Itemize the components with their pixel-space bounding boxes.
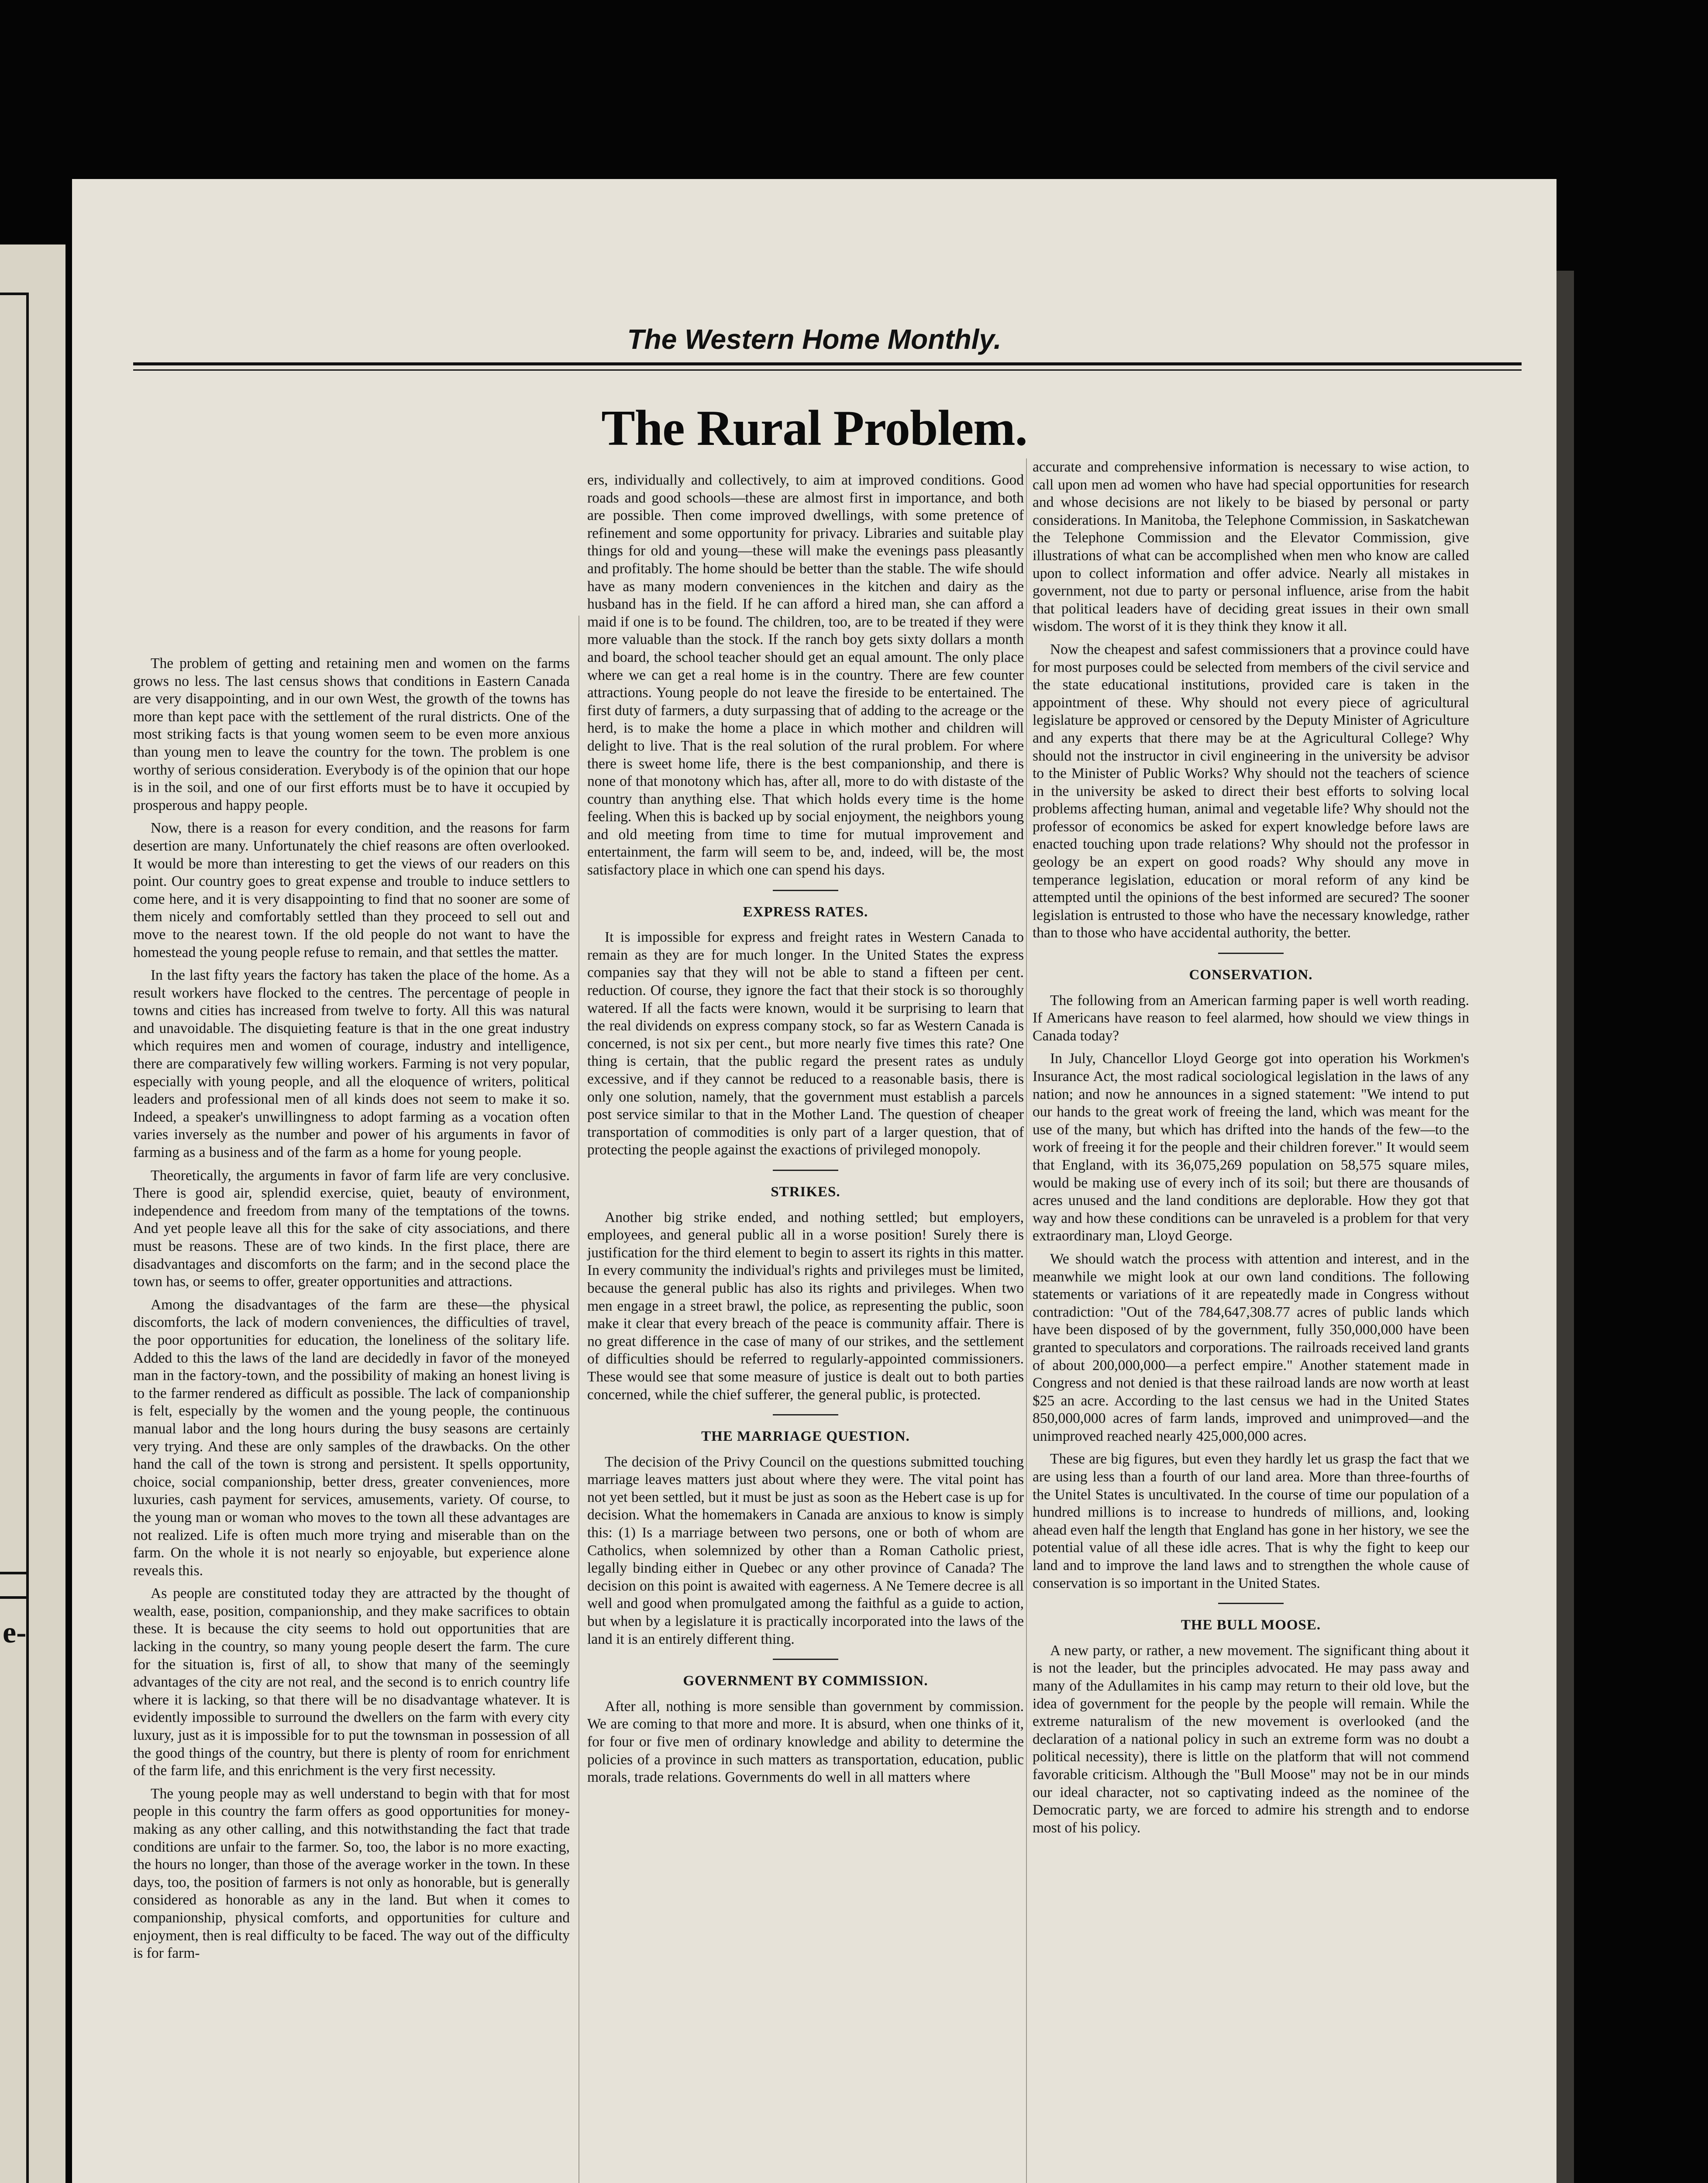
section-heading-strikes: STRIKES. <box>771 1184 840 1200</box>
page-shadow <box>1556 271 1574 2183</box>
column-2 <box>587 472 1024 1792</box>
section-heading-government-by-commission: GOVERNMENT BY COMMISSION. <box>683 1673 928 1689</box>
paragraph: These are big figures, but even they hardly let us grasp the fact that we are using less than a fourth of our land area. More than three-fourths of the Unitel States is uncultivated. In the course of time our population of a hundred millions is to increase to hundreds of millions, and, looking ahead even half the length that England has gone in her history, we see the potential value of all these idle acres. That is why the fight to keep our land and to improve the land laws and to strengthen the whole cause of conservation is so important in the United States. <box>1033 1451 1469 1591</box>
section-separator <box>773 1170 838 1171</box>
adjacent-page-fragment-1: e- <box>3 1616 27 1649</box>
paragraph: The problem of getting and retaining men and women on the farms grows no less. The last census shows that conditions in Eastern Canada are very disappointing, and in our own West, the growth of the towns has more than kept pace with the settlement of the rural districts. One of the most striking facts is that young women seem to be even more anxious than young men to leave the country for the town. The problem is one worthy of serious consideration. Everybody is of the opinion that our hope is in the soil, and one of our first efforts must be to have it occupied by prosperous and happy people. <box>133 655 570 813</box>
paragraph: Among the disadvantages of the farm are these—the physical discomforts, the lack of modern conveniences, the difficulties of travel, the poor opportunities for education, the loneliness of the solitary life. Added to this the laws of the land are decidedly in favor of the moneyed man in the factory-town, and the possibility of making an honest living is to the farmer rendered as difficult as possible. The lack of companionship is felt, especially by the women and the young people, the continuous manual labor and the long hours during the busy seasons are certainly very trying. And these are only samples of the drawbacks. On the other hand the call of the town is strong and persistent. It spells opportunity, choice, social companionship, better dress, greater conveniences, more luxuries, cash payment for services, amusements, variety. Of course, to the young man or woman who moves to the town all these advantages are not realized. Life is often much more trying and miserable than on the farm. On the whole it is not nearly so enjoyable, but experience alone reveals this. <box>133 1296 570 1579</box>
section-heading-marriage-question: THE MARRIAGE QUESTION. <box>701 1429 910 1445</box>
paragraph: Theoretically, the arguments in favor of farm life are very conclusive. There is good air, splendid exercise, quiet, beauty of environment, independence and freedom from many of the temptations of the towns. And yet people leave all this for the sake of city associations, and there must be reasons. These are of two kinds. In the first place, there are disadvantages and discomforts on the farm; and in the second place the town has, or seems to offer, greater opportunities and attractions. <box>133 1167 570 1290</box>
adjacent-page-border-2 <box>0 1572 29 2183</box>
paragraph: In July, Chancellor Lloyd George got into operation his Workmen's Insurance Act, the most radical sociological legislation in the laws of any nation; and now he announces in a signed statement: "We intend to put our hands to the great work of freeing the land, which was meant for the use of the many, but which has drifted into the hands of the few—to the work of freeing it for the people and their children forever." It would seem that England, with its 36,075,269 population on 58,575 square miles, would be making use of every inch of its soil; but there are thousands of acres unused and the land conditions are deplorable. How they got that way and how these conditions can be unraveled is a problem for that very extraordinary man, Lloyd George. <box>1033 1050 1469 1244</box>
section-heading-bull-moose: THE BULL MOOSE. <box>1181 1617 1321 1633</box>
paragraph: The following from an American farming paper is well worth reading. If Americans have reason to feel alarmed, how should we view things in Canada today? <box>1033 992 1469 1044</box>
paragraph: Another big strike ended, and nothing settled; but employers, employees, and general public all in a worse position! Surely there is justification for the third element to begin to assert its rights in this matter. In every community the individual's rights and privileges must be limited, because the general public has also its rights and privileges. When two men engage in a street brawl, the police, as representing the public, soon make it clear that every breach of the peace is community affair. There is no great difference in the case of many of our strikes, and the settlement of difficulties should be referred to regularly-appointed commissioners. These would see that some measure of justice is dealt out to both parties concerned, while the chief sufferer, the general public, is protected. <box>587 1209 1024 1403</box>
paragraph: Now, there is a reason for every condition, and the reasons for farm desertion are many. Unfortunately the chief reasons are often overlooked. It would be more than interesting to get the views of our readers on this point. Our country goes to great expense and trouble to induce settlers to come here, and it is very disappointing to find that no sooner are some of them nicely and comfortably settled than they proceed to sell out and move to the nearest town. If the old people do not want to have the homestead the young people refuse to remain, and that settles the matter. <box>133 820 570 961</box>
masthead-rule <box>133 362 1522 365</box>
section-separator <box>773 890 838 891</box>
section-separator <box>773 1414 838 1415</box>
article-title: The Rural Problem. <box>601 400 1027 456</box>
paragraph: accurate and comprehensive information is necessary to wise action, to call upon men ad women who have had special opportunities for research and whose decisions are not likely to be biased by personal or party considerations. In Manitoba, the Telephone Commission, in Saskatchewan the Telephone Commission and the Elevator Commission, give illustrations of what can be accomplished when men who know are called upon to collect information and offer advice. Nearly all mistakes in government, not due to party or personal influence, arise from the habit that political leaders have of deciding great issues in their own small wisdom. The worst of it is they think they know it all. <box>1033 459 1469 635</box>
section-heading-conservation: CONSERVATION. <box>1189 967 1313 983</box>
masthead: The Western Home Monthly. <box>627 324 1002 355</box>
adjacent-page-edge <box>0 244 65 2183</box>
column-3 <box>1033 458 1469 1842</box>
paragraph: A new party, or rather, a new movement. The significant thing about it is not the leader, but the principles advocated. He may pass away and many of the Adullamites in his camp may return to their old love, but the idea of government for the people by the people will remain. While the extreme naturalism of the new movement is overlooked (and the declaration of a national policy in such an extreme form was no doubt a political necessity), there is little on the platform that will not commend favorable criticism. Although the "Bull Moose" may not be in our minds our ideal character, not so captivating indeed as the nominee of the Democratic party, we are forced to admire his strength and to endorse most of his policy. <box>1033 1642 1469 1836</box>
paragraph: It is impossible for express and freight rates in Western Canada to remain as they are for much longer. In the United States the express companies say that they will not be able to stand a fifteen per cent. reduction. Of course, they ignore the fact that their stock is so thoroughly watered. If all the facts were known, would it be surprising to learn that the real dividends on express company stock, so far as Western Canada is concerned, is not six per cent., but more nearly five times this rate? One thing is certain, that the public regard the present rates as unduly excessive, and if they cannot be reduced to a reasonable basis, there is only one solution, namely, that the government must establish a parcels post service similar to that in the Mother Land. The question of cheaper transportation of commodities is only part of a larger question, that of protecting the people against the exactions of privileged monopoly. <box>587 929 1024 1158</box>
paragraph: The decision of the Privy Council on the questions submitted touching marriage leaves matters just about where they were. The vital point has not yet been settled, but it must be just as soon as the Hebert case is up for decision. What the homemakers in Canada are anxious to know is simply this: (1) Is a marriage between two persons, one or both of whom are Catholics, when solemnized by other than a Roman Catholic priest, legally binding either in Quebec or any other province of Canada? The decision on this point is awaited with eagerness. A Ne Temere decree is all well and good when promulgated among the faithful as a guide to action, but when by a legislature it is practically incorporated into the laws of the land it is an entirely different thing. <box>587 1453 1024 1647</box>
adjacent-page-border <box>0 293 29 1599</box>
paragraph: In the last fifty years the factory has taken the place of the home. As a result workers have flocked to the centres. The percentage of people in towns and cities has increased from twelve to forty. All this was natural and unavoidable. The disquieting feature is that in the one great industry which requires men and women of courage, industry and intelligence, there are comparatively few willing workers. Farming is not very popular, especially with young people, and all the eloquence of writers, political leaders and professional men of all kinds does not seem to make it so. Indeed, a speaker's unwillingness to adopt farming as a vocation often varies inversely as the number and power of his arguments in favor of farming as a business and of the farm as a home for young people. <box>133 967 570 1161</box>
paragraph: After all, nothing is more sensible than government by commission. We are coming to that more and more. It is absurd, when one thinks of it, for four or five men of ordinary knowledge and ability to determine the policies of a province in such matters as transportation, education, public morals, trade relations. Governments do well in all matters where <box>587 1698 1024 1786</box>
paragraph: ers, individually and collectively, to aim at improved conditions. Good roads and good schools—these are almost first in importance, and both are possible. Then come improved dwellings, with some pretence of refinement and some opportunity for privacy. Libraries and suitable play things for old and young—these will make the evenings pass pleasantly and profitably. The home should be better than the stable. The wife should have as many modern conveniences in the kitchen and dairy as the husband has in the field. If he can afford a hired man, she can afford a maid if one is to be found. The children, too, are to be treated if they were more valuable than the stock. If the ranch boy gets sixty dollars a month and board, the school teacher should get an equal amount. The only place where we can get a real home is in the country. There are few counter attractions. Young people do not leave the fireside to be entertained. The first duty of farmers, a duty surpassing that of adding to the acreage or the herd, is to make the home a place in which mother and children will delight to live. That is the real solution of the rural problem. For where there is sweet home life, there is the best companionship, and there is none of that monotony which has, after all, more to do with distaste of the country than anything else. That which holds every time is the home feeling. When this is backed up by social enjoyment, the neighbors young and old meeting from time to time for mutual improvement and entertainment, the farm will seem to be, and, indeed, will be, the most satisfactory place in which one can spend his days. <box>587 472 1024 878</box>
column-1 <box>133 655 570 1968</box>
newspaper-page <box>72 179 1556 2183</box>
section-separator <box>773 1659 838 1660</box>
masthead-rule-thin <box>133 369 1522 371</box>
paragraph: As people are constituted today they are attracted by the thought of wealth, ease, position, companionship, and they make sacrifices to obtain these. It is because the city seems to hold out opportunities that are lacking in the country, so many young people desert the farm. The cure for the situation is, first of all, to show that many of the seemingly advantages of the city are not real, and the second is to enrich country life where it is lacking, so that there will be no disadvantage whatever. It is evidently impossible to surround the dwellers on the farm with every city luxury, just as it is impossible for to put the townsman in possession of all the good things of the country, but there is plenty of room for enrichment of the farm life, and this enrichment is the very first necessity. <box>133 1585 570 1779</box>
paragraph: We should watch the process with attention and interest, and in the meanwhile we might look at our own land conditions. The following statements or variations of it are repeatedly made in Congress without contradiction: "Out of the 784,647,308.77 acres of public lands which have been disposed of by the government, fully 350,000,000 have been granted to speculators and corporations. The railroads received land grants of about 200,000,000—a perfect empire." Another statement made in Congress and not denied is that these railroad lands are now worth at least $25 an acre. According to the last census we had in the United States 850,000,000 acres of farm lands, improved and unimproved—and the unimproved reached nearly 425,000,000 acres. <box>1033 1250 1469 1444</box>
paragraph: The young people may as well understand to begin with that for most people in this country the farm offers as good opportunities for money-making as any other calling, and this notwithstanding the fact that trade conditions are unfair to the farmer. So, too, the labor is no more exacting, the hours no longer, than those of the average worker in the town. In these days, too, the position of farmers is not only as honorable, but is generally considered as honorable as any in the land. But when it comes to companionship, physical comforts, and opportunities for culture and enjoyment, then is real difficulty to be faced. The way out of the difficulty is for farm- <box>133 1785 570 1962</box>
section-separator <box>1218 1603 1284 1604</box>
paragraph: Now the cheapest and safest commissioners that a province could have for most purposes could be selected from members of the civil service and the state educational institutions, provided care is taken in the appointment of these. Why should not every piece of agricultural legislature be approved or censored by the Deputy Minister of Agriculture and any experts that there may be at the Agricultural College? Why should not the instructor in civil engineering in the university be advisor to the Minister of Public Works? Why should not the teachers of science in the university be asked to direct their best efforts to solving local problems affecting human, animal and vegetable life? Why should not the professor of economics be asked for expert knowledge before laws are enacted touching upon trade relations? Why should not the professor in geology be an expert on good roads? Why should any move in temperance legislation, education or moral reform of any kind be attempted until the opinions of the best informed are secured? The sooner legislation is entrusted to those who have the necessary knowledge, rather than to those who have accidental authority, the better. <box>1033 641 1469 941</box>
section-heading-express-rates: EXPRESS RATES. <box>743 904 868 920</box>
column-divider-2 <box>1026 458 1027 2183</box>
section-separator <box>1218 953 1284 954</box>
